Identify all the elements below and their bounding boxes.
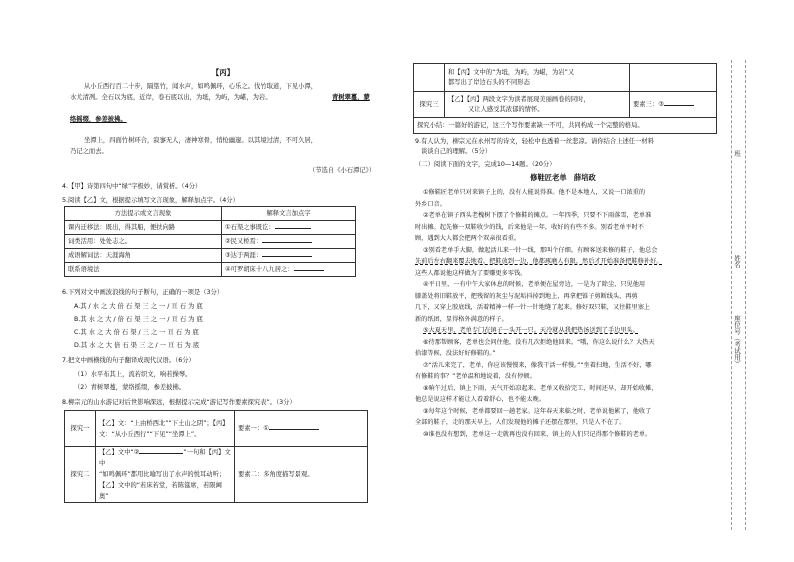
table-cell [414,64,445,92]
q7-item-1: （1）水平布其上，流若织文，响若操琴。 [74,371,192,378]
row-label: 探究一 [65,411,96,447]
table-cell: ④可罗胡床十八九居之： [222,263,356,277]
paragraph-line: 顾，遇到大人都会把两个双亲很看重。 [415,235,521,242]
table-cell: 课内迁移法：既出，得其船，便扶向路 [65,221,222,235]
paragraph-line: 膝盖处将旧鞋放平，把残留的灰尘与泥垢抖掉到地上，再拿把锥子剪断线头，再剪 [415,292,638,300]
binding-line [745,60,746,530]
paragraph-line: ⑤大夏天里，老单专门在镇子一头开一只。天冷就从我把热汤送到了手边里头。 [423,327,639,334]
q7-item-2: （2）青树翠蔓，蒙络摇缀，参差披拂。 [74,384,186,391]
class-label: 班 [733,150,741,157]
binding-line [731,60,732,530]
table-cell: ③达于两涯： [222,249,356,263]
paragraph-line: 这些人都说他这样做为了要赚更多零钱。 [415,269,527,277]
table-cell: 和【丙】文中的“为坻，为屿，为嵁，为岩”又 都写出了岸边石头的不同形态 [445,64,630,92]
question-7: 7.把文中画横线的句子翻译成现代汉语。（6分） [62,357,195,364]
paragraph-line: ①修鞋匠老单只对来镇子上的，没有人能说得准。他不是本地人，又说一口浓重的 [423,189,646,196]
name-label: 姓名 [733,255,741,268]
paragraph-line: 全部的鞋子，走的那天早上，人们发现他的摊子还摆在那里，只是人不在了。 [415,419,626,426]
table-cell: 联系语境法 [65,263,222,277]
paragraph-line: 新的纸团，显得格外满意的样子。 [415,315,508,323]
table-cell: ①石渠之事既讫： [222,221,356,235]
passage-line: 从小丘西行百二十步，隔篁竹，闻水声，如鸣佩环，心乐之。伐竹取道，下见小潭， [84,83,317,90]
passage-line: 坐潭上，四面竹树环合，寂寥无人，凄神寒骨，悄怆幽邃。以其境过清，不可久居， [84,137,317,144]
question-9-cont: 谈谈自己的理解。（5分） [421,148,492,155]
row-label: 探究三 [414,92,445,118]
paragraph-line: 有修鞋的事？”老单温和地说着，没有停顿。 [415,373,536,380]
paragraph-line: ⑩谁也没有想到，老单这一走就再也没有回来，镇上的人们只记得那个修鞋的老单。 [423,430,652,438]
paragraph-line: ⑨每年这个时候，老单都要回一趟老家。这年春天来临之时，老单说他累了，他收了 [423,407,652,415]
answer-blank[interactable] [262,256,312,257]
answer-blank[interactable] [262,242,312,243]
table-cell [630,64,717,92]
q6-option-b[interactable]: B.其 水 之 大 / 倍 石 渠 三 之 一 / 亘 石 为 底 [74,316,203,323]
table-cell: 词类活用：处处志之。 [65,235,222,249]
question-8: 8.柳宗元的山水游记对后世影响深远，根据提示完成“游记写作要素探究表”。（3分） [62,399,296,406]
q8-table-continued [413,63,717,134]
underlined-sentence: 络摇缀，参差披拂。 [70,116,127,123]
table-cell: 【乙】文中“② ”一句和【丙】文中 “如鸣佩环”都用比喻写出了水声的悦耳动听； 【乙】文中的“若床若堂，若陈筵席，若限阃奥” [96,447,235,503]
section-2-heading: （二）阅读下面的文字，完成10—14题。（20分） [415,161,556,168]
table-cell: 要素一：① [235,411,368,447]
table-cell: 【乙】文：“上由桥西北”“下土山之阴”；【丙】 文：“从小丘西行”“下见”“坐潭上”。 [96,411,235,447]
q6-option-d[interactable]: D.其 水 之 大 倍 石 渠 三 之 / 一 亘 石 为 底 [74,342,200,349]
paragraph-line: ⑧晌午过后，镇上下雨，天气开始凉起来。老单又收拾完工，时间还早，却开始收摊， [423,384,658,392]
paragraph-line: 他总是说这样才能让人看着舒心，也不能太晚。 [415,396,545,403]
paragraph-line: ③别看老单手大脚，做起活儿来一针一线，那叫个仔细。有顾客送来修的鞋子，他总会 [423,246,658,254]
question-9: 9.有人认为，柳宗元在永州写的诗文，轻松中也透着一丝悲凉。请你结合上述任一材料 [415,138,654,145]
table-header: 解释文言加点字 [222,207,356,221]
paragraph-line: 外乡口音。 [415,200,446,208]
source-note: （节选自《小石潭记》） [309,167,376,174]
question-4: 4.【甲】诗第四句中“绿”字极妙，请赏析。（4分） [62,183,202,190]
q6-option-c[interactable]: C.其 水 之 大 倍 石 渠 / 三 之 一 亘 石 为 底 [74,329,199,336]
table-cell: ②民又桥焉： [222,235,356,249]
paragraph-line: 先前后左右翻来覆去地看。把鞋放到一边，他都琢磨人有限，然后才开始准备把鞋修补好。 [415,258,663,265]
answer-blank[interactable] [269,429,319,430]
answer-blank[interactable] [294,270,324,271]
paragraph-line: 时出摊。起先修一双鞋收少的钱，后来他是一年，收好的有些不多。别看老单平时不 [415,223,644,231]
answer-blank[interactable] [275,228,311,229]
q8-table [64,410,368,503]
story-title: 修鞋匠老单 薛培政 [530,173,596,182]
passage-line: 乃记之而去。 [70,148,108,155]
table-header: 方法提示或文言现象 [65,207,222,221]
story-body [415,187,719,440]
table-cell: 要素三：③ [630,92,717,118]
paragraph-line: ⑦“活儿来完了，老单，你应该慢慢来，像我干活一样慢。”“坐着扫地，生活不好，哪 [423,361,652,369]
question-5: 5.阅读【乙】文，根据提示填写文言现象，解释加点字。（4分） [62,197,239,204]
paragraph-line: 拾漆等候，没法好好修鞋的。” [415,350,496,357]
row-label: 探究二 [65,447,96,503]
table-cell: 【乙】【丙】两段文字为读者展现美丽画卷的同时， 又让人感受其浓郁的情怀。 [445,92,630,118]
q5-table [64,206,356,277]
answer-blank[interactable] [664,105,694,106]
section-title: 【丙】 [211,68,235,77]
paragraph-line: 几下，又穿上胶底线，活着精神一样一针一针地缝了起来。修好双只鞋，又往鞋里塞上 [415,304,651,311]
paragraph-line: ④平日里，一有中午大家休息的时候，老单便在屋旁边，一是为了除尘，只见他用 [423,281,646,288]
right-page [413,0,723,562]
table-summary: 探究小结：一篇好的游记，这三个写作要素缺一不可，共同构成一个完整的格局。 [414,118,717,134]
left-page [62,0,384,562]
paragraph-line: ⑥待那帮顾客，老单也会问住他，没有几次拒绝他回来。“哦，你这么说什么？大热天 [423,338,655,346]
question-6: 6.下列对文中画波浪线的句子断句，正确的一项是（3分） [62,289,224,296]
passage-line: 水尤清冽。全石以为底，近岸，卷石底以出，为坻，为屿，为嵁，为岩。 [70,94,272,101]
table-cell: 要素二：多角度描写景观。 [235,447,368,503]
paragraph-line: ②老单在镇子西头老槐树下摆了个修鞋的摊点。一年四季，只要不下雨落雪，老单准 [423,212,652,219]
q6-option-a[interactable]: A.其 / 水 之 大 倍 石 渠 三 之 一 / 亘 石 为 底 [74,303,203,310]
underlined-sentence: 青树翠蔓，蒙 [332,94,370,101]
answer-blank[interactable] [139,453,183,454]
seat-number-label: 座位号（考试用） [733,315,741,367]
table-cell: 成语解词法：天涯海角 [65,249,222,263]
